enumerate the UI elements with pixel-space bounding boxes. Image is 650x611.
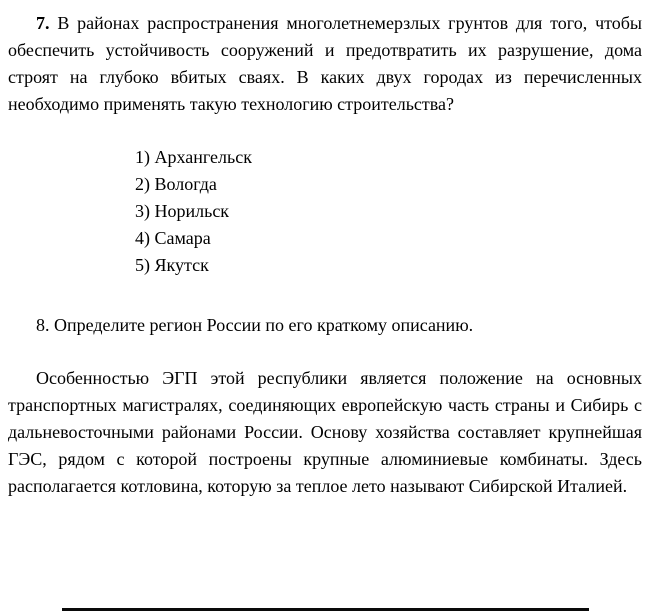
option-5: 5) Якутск — [135, 255, 209, 275]
question7-text: В районах распространения многолетнемерзлых грунтов для того, чтобы обеспечить устойчивость сооружений и предотвратить их разрушение, дома строят на глубоко вбитых сваях. В каких двух городах из перечисленных необходимо применять такую технологию строительства? — [8, 13, 642, 114]
question7-options-list — [135, 144, 642, 279]
question7-paragraph — [8, 10, 642, 118]
question8-description: Особенностью ЭГП этой республики является положение на основных транспортных магистралях, соединяющих европейскую часть страны и Сибирь с дальневосточными районами России. Основу хозяйства составляет крупнейшая ГЭС, рядом с которой построены крупные алюминиевые комбинаты. Здесь располагается котловина, которую за теплое лето называют Сибирской Италией. — [8, 368, 642, 496]
question7-number: 7. — [36, 13, 50, 33]
question8-heading: 8. Определите регион России по его краткому описанию. — [36, 315, 474, 335]
option-4: 4) Самара — [135, 228, 211, 248]
option-2: 2) Вологда — [135, 174, 217, 194]
option-3: 3) Норильск — [135, 201, 230, 221]
option-1: 1) Архангельск — [135, 147, 252, 167]
